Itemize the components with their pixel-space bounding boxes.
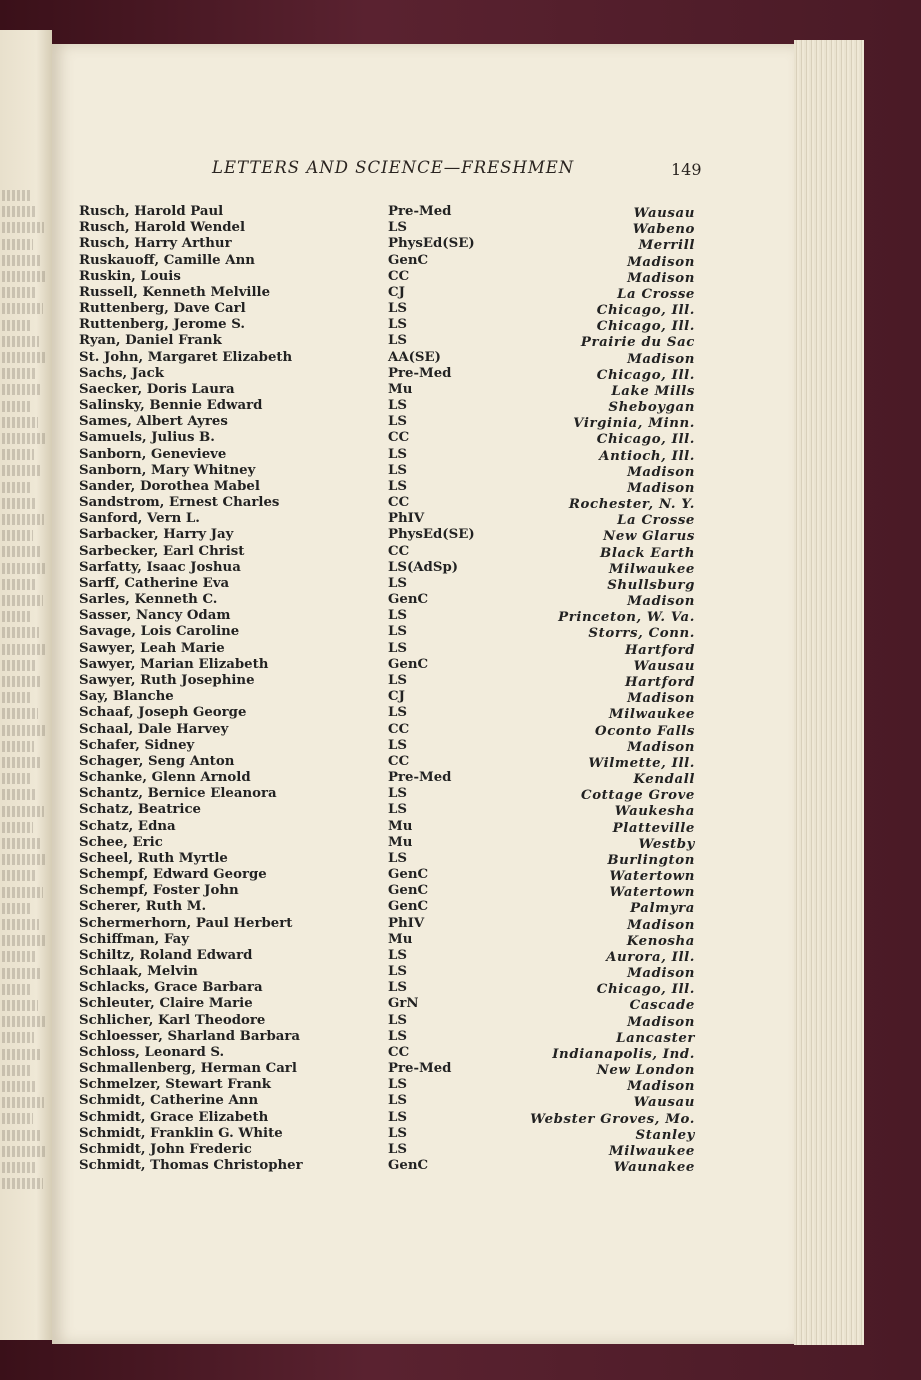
student-hometown: Cottage Grove	[581, 788, 695, 804]
student-name: Schaaf, Joseph George	[79, 705, 247, 721]
student-name: Schlicher, Karl Theodore	[79, 1012, 266, 1028]
list-item	[0, 883, 921, 899]
student-name: Schee, Eric	[79, 834, 163, 850]
list-item	[0, 1093, 921, 1109]
student-hometown: La Crosse	[617, 286, 695, 302]
student-hometown: Waukesha	[614, 804, 695, 820]
student-course: CJ	[388, 689, 405, 705]
student-course: LS	[388, 1012, 407, 1028]
student-hometown: Watertown	[609, 885, 695, 901]
student-hometown: Aurora, Ill.	[606, 949, 695, 965]
student-course: CC	[388, 430, 410, 446]
list-item	[0, 204, 921, 220]
list-item	[0, 350, 921, 366]
student-hometown: Wilmette, Ill.	[588, 755, 695, 771]
student-hometown: Hartford	[624, 674, 695, 690]
student-course: LS	[388, 1141, 407, 1157]
list-item	[0, 253, 921, 269]
student-name: Sanborn, Genevieve	[79, 446, 227, 462]
student-course: PhIV	[388, 511, 425, 527]
student-name: Schmidt, Franklin G. White	[79, 1125, 283, 1141]
student-course: LS	[388, 1028, 407, 1044]
student-course: GenC	[388, 252, 429, 268]
list-item	[0, 560, 921, 576]
student-course: Mu	[388, 931, 413, 947]
student-course: LS	[388, 301, 407, 317]
student-hometown: Indianapolis, Ind.	[552, 1046, 695, 1062]
list-item	[0, 641, 921, 657]
student-hometown: Milwaukee	[608, 561, 695, 577]
student-course: LS	[388, 1093, 407, 1109]
student-name: Schlaak, Melvin	[79, 964, 198, 980]
student-course: GenC	[388, 592, 429, 608]
student-hometown: Chicago, Ill.	[596, 303, 695, 319]
student-hometown: Wabeno	[632, 222, 695, 238]
page-title: LETTERS AND SCIENCE—FRESHMEN	[212, 158, 575, 177]
student-name: Rusch, Harold Wendel	[79, 220, 246, 236]
list-item	[0, 1013, 921, 1029]
list-item	[0, 689, 921, 705]
list-item	[0, 333, 921, 349]
student-hometown: Princeton, W. Va.	[558, 610, 695, 626]
student-course: LS	[388, 802, 407, 818]
student-name: Ruskin, Louis	[79, 268, 181, 284]
student-course: LS	[388, 964, 407, 980]
student-hometown: Storrs, Conn.	[588, 626, 695, 642]
student-hometown: Kenosha	[626, 933, 695, 949]
student-course: Pre-Med	[388, 1061, 452, 1077]
student-name: Sames, Albert Ayres	[79, 414, 228, 430]
student-name: Savage, Lois Caroline	[79, 624, 240, 640]
student-name: Sawyer, Ruth Josephine	[79, 672, 255, 688]
student-name: Samuels, Julius B.	[79, 430, 215, 446]
student-hometown: Wausau	[633, 206, 695, 221]
student-name: Ryan, Daniel Frank	[79, 333, 222, 349]
student-name: Schmidt, Grace Elizabeth	[79, 1109, 269, 1125]
list-item	[0, 382, 921, 398]
student-hometown: Waunakee	[613, 1160, 695, 1176]
list-item	[0, 1158, 921, 1174]
list-item	[0, 414, 921, 430]
student-course: AA(SE)	[388, 349, 441, 365]
list-item	[0, 899, 921, 915]
student-course: LS	[388, 640, 407, 656]
student-course: Mu	[388, 818, 413, 834]
student-hometown: Milwaukee	[608, 1143, 695, 1159]
student-name: Schloesser, Sharland Barbara	[79, 1028, 301, 1044]
student-hometown: Watertown	[609, 869, 695, 885]
student-course: PhIV	[388, 915, 425, 931]
student-hometown: Shullsburg	[607, 577, 695, 593]
student-name: Schanke, Glenn Arnold	[79, 770, 251, 786]
student-course: CC	[388, 495, 410, 511]
student-name: Russell, Kenneth Melville	[79, 284, 271, 300]
student-hometown: Milwaukee	[608, 707, 695, 723]
list-item	[0, 1077, 921, 1093]
list-item	[0, 592, 921, 608]
student-hometown: Merrill	[638, 238, 695, 254]
student-name: Schiffman, Fay	[79, 931, 189, 947]
student-course: GrN	[388, 996, 419, 1012]
student-hometown: La Crosse	[617, 513, 695, 529]
student-hometown: Madison	[627, 351, 695, 367]
student-name: St. John, Margaret Elizabeth	[79, 349, 293, 365]
list-item	[0, 980, 921, 996]
student-course: CC	[388, 268, 410, 284]
student-hometown: Wausau	[633, 658, 695, 674]
list-item	[0, 511, 921, 527]
list-item	[0, 430, 921, 446]
student-hometown: Prairie du Sac	[580, 335, 695, 351]
student-hometown: Virginia, Minn.	[573, 416, 695, 432]
student-hometown: Palmyra	[630, 901, 695, 917]
list-item	[0, 996, 921, 1012]
student-course: LS(AdSp)	[388, 559, 459, 575]
student-name: Sarbecker, Earl Christ	[79, 543, 245, 559]
student-name: Ruttenberg, Jerome S.	[79, 317, 245, 333]
student-course: LS	[388, 462, 407, 478]
student-course: GenC	[388, 899, 429, 915]
student-course: LS	[388, 333, 407, 349]
student-name: Sarfatty, Isaac Joshua	[79, 559, 241, 575]
student-course: Pre-Med	[388, 770, 452, 786]
list-item	[0, 447, 921, 463]
list-item	[0, 576, 921, 592]
student-name: Scherer, Ruth M.	[79, 899, 207, 915]
student-hometown: Madison	[627, 254, 695, 270]
student-name: Schantz, Bernice Eleanora	[79, 786, 277, 802]
list-item	[0, 317, 921, 333]
student-hometown: Chicago, Ill.	[596, 367, 695, 383]
facing-page-text-fragment	[2, 190, 30, 201]
student-hometown: Madison	[627, 1079, 695, 1095]
student-name: Rusch, Harry Arthur	[79, 236, 232, 252]
student-hometown: Madison	[627, 480, 695, 496]
student-hometown: Westby	[638, 836, 695, 852]
list-item	[0, 673, 921, 689]
student-hometown: Lancaster	[616, 1030, 695, 1046]
list-item	[0, 770, 921, 786]
list-item	[0, 819, 921, 835]
student-name: Sarff, Catherine Eva	[79, 575, 230, 591]
student-name: Schmelzer, Stewart Frank	[79, 1077, 272, 1093]
student-name: Sander, Dorothea Mabel	[79, 478, 260, 494]
student-course: LS	[388, 478, 407, 494]
list-item	[0, 932, 921, 948]
facing-page-text-fragment	[2, 1178, 43, 1189]
student-course: GenC	[388, 656, 429, 672]
student-course: Pre-Med	[388, 365, 452, 381]
student-course: CC	[388, 721, 410, 737]
student-course: LS	[388, 1077, 407, 1093]
student-course: LS	[388, 414, 407, 430]
student-hometown: Chicago, Ill.	[596, 982, 695, 998]
student-course: LS	[388, 980, 407, 996]
student-name: Sachs, Jack	[79, 365, 164, 381]
student-hometown: Hartford	[624, 642, 695, 658]
student-name: Schermerhorn, Paul Herbert	[79, 915, 293, 931]
student-hometown: Black Earth	[599, 545, 695, 561]
student-name: Schmidt, John Frederic	[79, 1141, 252, 1157]
student-course: LS	[388, 1109, 407, 1125]
student-name: Sasser, Nancy Odam	[79, 608, 231, 624]
student-name: Schatz, Beatrice	[79, 802, 202, 818]
student-hometown: Madison	[627, 594, 695, 610]
list-item	[0, 608, 921, 624]
student-list	[0, 204, 921, 1174]
student-name: Schmidt, Catherine Ann	[79, 1093, 259, 1109]
student-name: Sarles, Kenneth C.	[79, 592, 218, 608]
student-name: Schmallenberg, Herman Carl	[79, 1061, 297, 1077]
list-item	[0, 657, 921, 673]
list-item	[0, 835, 921, 851]
student-name: Saecker, Doris Laura	[79, 381, 235, 397]
student-name: Schafer, Sidney	[79, 737, 195, 753]
list-item	[0, 527, 921, 543]
student-course: LS	[388, 1125, 407, 1141]
student-hometown: Cascade	[629, 998, 695, 1014]
student-hometown: Wausau	[633, 1095, 695, 1111]
student-name: Schlacks, Grace Barbara	[79, 980, 263, 996]
student-hometown: New Glarus	[603, 529, 695, 545]
list-item	[0, 1061, 921, 1077]
student-hometown: Burlington	[607, 852, 695, 868]
student-course: LS	[388, 624, 407, 640]
list-item	[0, 1110, 921, 1126]
student-course: Pre-Med	[388, 204, 452, 219]
student-name: Ruskauoff, Camille Ann	[79, 252, 255, 268]
list-item	[0, 495, 921, 511]
student-hometown: Lake Mills	[611, 383, 695, 399]
student-name: Sawyer, Marian Elizabeth	[79, 656, 269, 672]
student-course: CC	[388, 1044, 410, 1060]
student-hometown: Madison	[627, 1014, 695, 1030]
student-name: Salinsky, Bennie Edward	[79, 398, 263, 414]
running-header	[0, 158, 921, 182]
student-name: Sanborn, Mary Whitney	[79, 462, 256, 478]
student-name: Sawyer, Leah Marie	[79, 640, 225, 656]
student-name: Schempf, Edward George	[79, 867, 267, 883]
student-name: Sanford, Vern L.	[79, 511, 200, 527]
list-item	[0, 786, 921, 802]
student-hometown: Stanley	[635, 1127, 695, 1143]
student-course: PhysEd(SE)	[388, 236, 475, 252]
student-name: Schager, Seng Anton	[79, 753, 235, 769]
list-item	[0, 802, 921, 818]
student-course: LS	[388, 705, 407, 721]
student-name: Say, Blanche	[79, 689, 174, 705]
student-course: PhysEd(SE)	[388, 527, 475, 543]
student-course: LS	[388, 220, 407, 236]
student-course: LS	[388, 672, 407, 688]
list-item	[0, 236, 921, 252]
student-name: Sandstrom, Ernest Charles	[79, 495, 280, 511]
student-course: GenC	[388, 1158, 429, 1174]
list-item	[0, 366, 921, 382]
student-hometown: Madison	[627, 739, 695, 755]
student-course: CC	[388, 543, 410, 559]
student-course: Mu	[388, 834, 413, 850]
student-name: Schaal, Dale Harvey	[79, 721, 229, 737]
list-item	[0, 285, 921, 301]
list-item	[0, 398, 921, 414]
list-item	[0, 705, 921, 721]
student-name: Schatz, Edna	[79, 818, 176, 834]
student-hometown: Sheboygan	[608, 400, 695, 416]
student-name: Sarbacker, Harry Jay	[79, 527, 234, 543]
list-item	[0, 301, 921, 317]
list-item	[0, 738, 921, 754]
list-item	[0, 269, 921, 285]
list-item	[0, 754, 921, 770]
student-hometown: Madison	[627, 270, 695, 286]
student-course: LS	[388, 737, 407, 753]
student-hometown: Antioch, Ill.	[599, 448, 695, 464]
student-course: LS	[388, 850, 407, 866]
student-name: Scheel, Ruth Myrtle	[79, 850, 228, 866]
student-course: GenC	[388, 883, 429, 899]
list-item	[0, 1045, 921, 1061]
student-name: Schmidt, Thomas Christopher	[79, 1158, 303, 1174]
student-hometown: Rochester, N. Y.	[568, 497, 695, 513]
student-hometown: Chicago, Ill.	[596, 319, 695, 335]
student-name: Schempf, Foster John	[79, 883, 239, 899]
student-hometown: Platteville	[612, 820, 695, 836]
student-course: LS	[388, 317, 407, 333]
student-hometown: Kendall	[633, 772, 695, 788]
list-item	[0, 964, 921, 980]
student-name: Schleuter, Claire Marie	[79, 996, 253, 1012]
student-hometown: Oconto Falls	[595, 723, 695, 739]
list-item	[0, 722, 921, 738]
student-course: Mu	[388, 381, 413, 397]
student-course: CC	[388, 753, 410, 769]
student-hometown: Madison	[627, 691, 695, 707]
list-item	[0, 624, 921, 640]
list-item	[0, 1029, 921, 1045]
list-item	[0, 948, 921, 964]
student-course: LS	[388, 786, 407, 802]
list-item	[0, 220, 921, 236]
student-name: Schiltz, Roland Edward	[79, 947, 253, 963]
list-item	[0, 916, 921, 932]
student-name: Ruttenberg, Dave Carl	[79, 301, 246, 317]
list-item	[0, 1142, 921, 1158]
student-course: LS	[388, 608, 407, 624]
list-item	[0, 463, 921, 479]
student-course: LS	[388, 398, 407, 414]
student-hometown: Madison	[627, 917, 695, 933]
student-course: GenC	[388, 867, 429, 883]
student-hometown: Webster Groves, Mo.	[530, 1111, 695, 1127]
list-item	[0, 851, 921, 867]
student-course: CJ	[388, 284, 405, 300]
student-hometown: Chicago, Ill.	[596, 432, 695, 448]
list-item	[0, 1126, 921, 1142]
list-item	[0, 867, 921, 883]
student-name: Schloss, Leonard S.	[79, 1044, 225, 1060]
student-hometown: New London	[596, 1063, 695, 1079]
list-item	[0, 544, 921, 560]
student-name: Rusch, Harold Paul	[79, 204, 224, 219]
list-item	[0, 479, 921, 495]
student-course: LS	[388, 446, 407, 462]
student-hometown: Madison	[627, 464, 695, 480]
page-number: 149	[671, 160, 702, 179]
student-course: LS	[388, 947, 407, 963]
student-hometown: Madison	[627, 966, 695, 982]
student-course: LS	[388, 575, 407, 591]
